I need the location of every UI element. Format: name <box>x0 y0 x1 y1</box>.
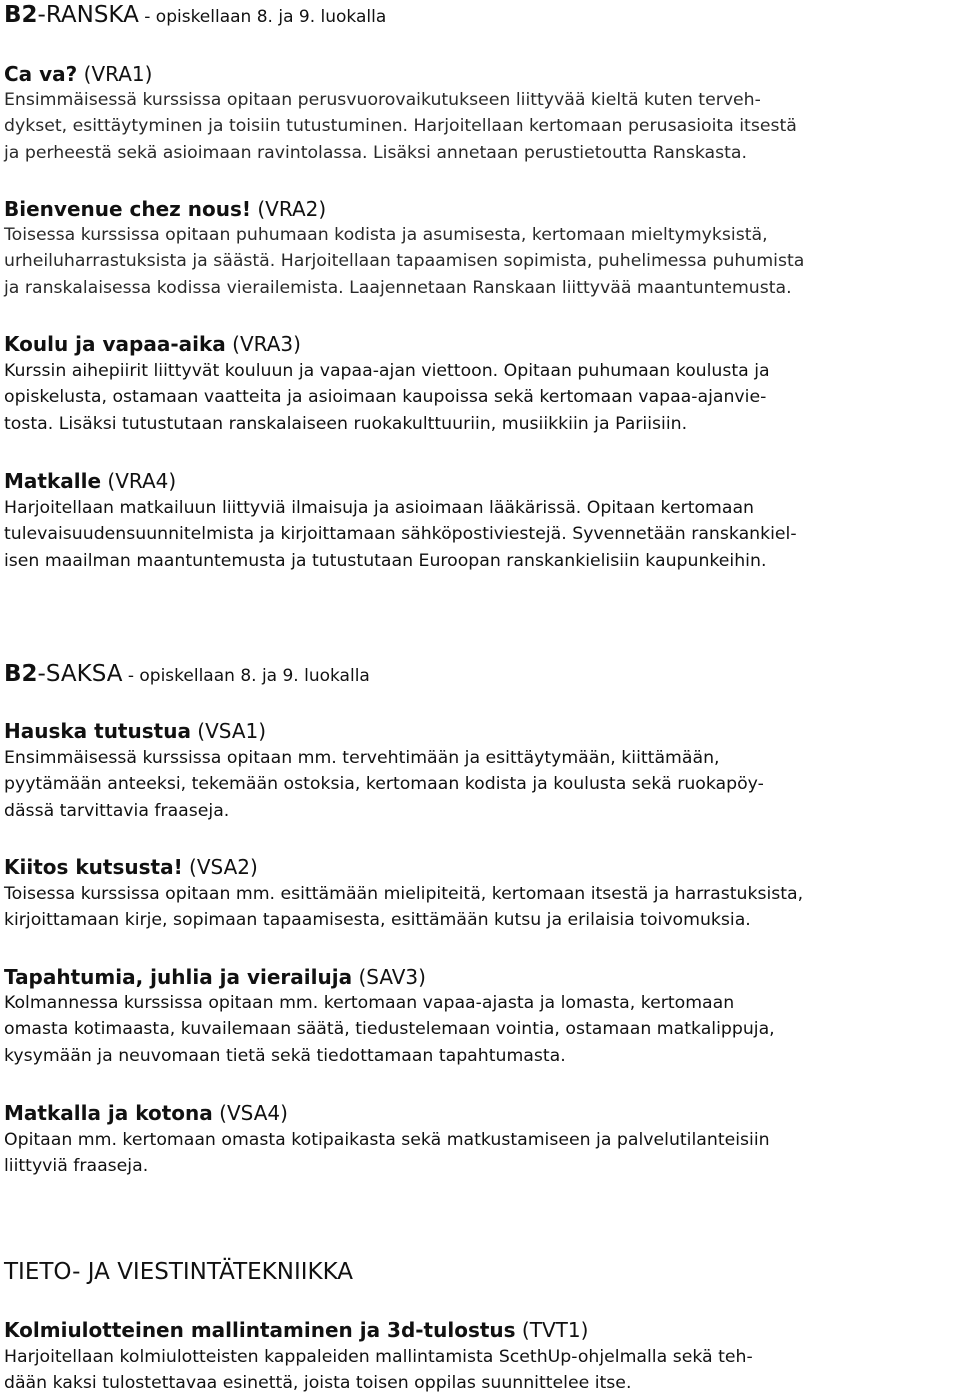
section-name: -SAKSA <box>37 661 123 687</box>
course-heading-vra4 <box>4 468 176 494</box>
course-description-vsa1 <box>4 745 764 824</box>
text-line: Ensimmäisessä kurssissa opitaan mm. tervehtimään ja esittäytymään, kiittämään, <box>4 748 720 768</box>
text-line: Harjoitellaan matkailuun liittyviä ilmaisuja ja asioimaan lääkärissä. Opitaan kertomaan <box>4 498 755 518</box>
text-line: ja ranskalaisessa kodissa vierailemista. Laajennetaan Ranskaan liittyvää maantuntemusta. <box>4 277 792 298</box>
course-name: Kiitos kutsusta! <box>4 855 183 879</box>
course-description-tvt1 <box>4 1344 753 1397</box>
text-line: dykset, esittäytyminen ja toisiin tutustuminen. Harjoitellaan kertomaan perusasioita itsestä <box>4 116 797 137</box>
course-name: Hauska tutustua <box>4 719 191 743</box>
course-description-vsa2 <box>4 881 803 934</box>
text-line: dään kaksi tulostettavaa esinettä, joista toisen oppilas suunnittelee itse. <box>4 1373 632 1394</box>
section-code: B2 <box>4 661 38 687</box>
text-line: Toisessa kurssissa opitaan puhumaan kodista ja asumisesta, kertomaan mieltymyksistä, <box>4 225 768 245</box>
course-code: (VRA2) <box>251 197 327 221</box>
course-code: (VSA2) <box>182 855 258 879</box>
text-line: Ensimmäisessä kurssissa opitaan perusvuorovaikutukseen liittyvää kieltä kuten terveh- <box>4 90 761 110</box>
text-line: Toisessa kurssissa opitaan mm. esittämään mielipiteitä, kertomaan itsestä ja harrastuksista, <box>4 884 804 904</box>
course-code: (VSA1) <box>190 719 267 743</box>
course-heading-vra1 <box>4 61 152 87</box>
course-heading-vsa2 <box>4 854 258 880</box>
course-heading-tvt1 <box>4 1317 588 1343</box>
course-code: (SAV3) <box>352 965 426 989</box>
text-line: pyytämään anteeksi, tekemään ostoksia, kertomaan kodista ja koulusta sekä ruokapöy- <box>4 774 764 795</box>
text-line: dässä tarvittavia fraaseja. <box>4 800 230 821</box>
section-title-ranska <box>4 0 386 32</box>
course-name: Tapahtumia, juhlia ja vierailuja <box>4 965 353 989</box>
course-code: (TVT1) <box>515 1318 589 1342</box>
text-line: tosta. Lisäksi tutustutaan ranskalaiseen ruokakulttuuriin, musiikkiin ja Pariisiin. <box>4 413 688 434</box>
section-suffix: - opiskellaan 8. ja 9. luokalla <box>122 666 370 686</box>
course-name: Koulu ja vapaa-aika <box>4 332 226 356</box>
course-name: Bienvenue chez nous! <box>4 197 252 221</box>
text-line: liittyviä fraaseja. <box>4 1156 149 1177</box>
text-line: tulevaisuudensuunnitelmista ja kirjoittamaan sähköpostiviestejä. Syvennetään ranskankiel- <box>4 524 797 545</box>
text-line: kysymään ja neuvomaan tietä sekä tiedottamaan tapahtumasta. <box>4 1045 566 1066</box>
text-line: ja perheestä sekä asioimaan ravintolassa. Lisäksi annetaan perustietoutta Ranskasta. <box>4 142 748 163</box>
course-description-vra3 <box>4 358 770 437</box>
course-description-vsa4 <box>4 1127 770 1180</box>
text-line: urheiluharrastuksista ja säästä. Harjoitellaan tapaamisen sopimista, puhelimessa puhumista <box>4 251 805 272</box>
section-name: -RANSKA <box>37 2 139 28</box>
section-title-saksa <box>4 659 370 691</box>
text-line: kirjoittamaan kirje, sopimaan tapaamisesta, esittämään kutsu ja erilaisia toivomuksia. <box>4 910 751 931</box>
course-description-sav3 <box>4 990 775 1069</box>
course-name: Matkalle <box>4 469 102 493</box>
course-heading-sav3 <box>4 964 426 990</box>
text-line: omasta kotimaasta, kuvailemaan säätä, tiedustelemaan vointia, ostamaan matkalippuja, <box>4 1019 775 1040</box>
course-name: Ca va? <box>4 62 78 86</box>
course-description-vra1 <box>4 87 797 166</box>
course-heading-vra3 <box>4 331 301 357</box>
course-heading-vra2 <box>4 196 326 222</box>
section-suffix: - opiskellaan 8. ja 9. luokalla <box>138 7 387 27</box>
text-line: Kurssin aihepiirit liittyvät kouluun ja vapaa-ajan viettoon. Opitaan puhumaan koulusta ja <box>4 361 770 381</box>
section-code: B2 <box>4 2 38 28</box>
section-name: TIETO- JA VIESTINTÄTEKNIIKKA <box>4 1259 354 1285</box>
course-name: Kolmiulotteinen mallintaminen ja 3d-tulostus <box>4 1318 516 1342</box>
text-line: Harjoitellaan kolmiulotteisten kappaleiden mallintamista ScethUp-ohjelmalla sekä teh- <box>4 1347 753 1367</box>
course-code: (VRA3) <box>225 332 301 356</box>
text-line: isen maailman maantuntemusta ja tutustutaan Euroopan ranskankielisiin kaupunkeihin. <box>4 550 767 571</box>
course-name: Matkalla ja kotona <box>4 1101 213 1125</box>
course-description-vra2 <box>4 222 804 301</box>
course-code: (VRA4) <box>101 469 177 493</box>
text-line: Opitaan mm. kertomaan omasta kotipaikasta sekä matkustamiseen ja palvelutilanteisiin <box>4 1130 770 1150</box>
course-code: (VRA1) <box>77 62 153 86</box>
section-title-tvt <box>4 1257 353 1289</box>
course-description-vra4 <box>4 495 797 574</box>
course-code: (VSA4) <box>212 1101 288 1125</box>
course-heading-vsa4 <box>4 1100 288 1126</box>
text-line: Kolmannessa kurssissa opitaan mm. kertomaan vapaa-ajasta ja lomasta, kertomaan <box>4 993 735 1013</box>
course-heading-vsa1 <box>4 718 266 744</box>
text-line: opiskelusta, ostamaan vaatteita ja asioimaan kaupoissa sekä kertomaan vapaa-ajanvie- <box>4 387 767 408</box>
